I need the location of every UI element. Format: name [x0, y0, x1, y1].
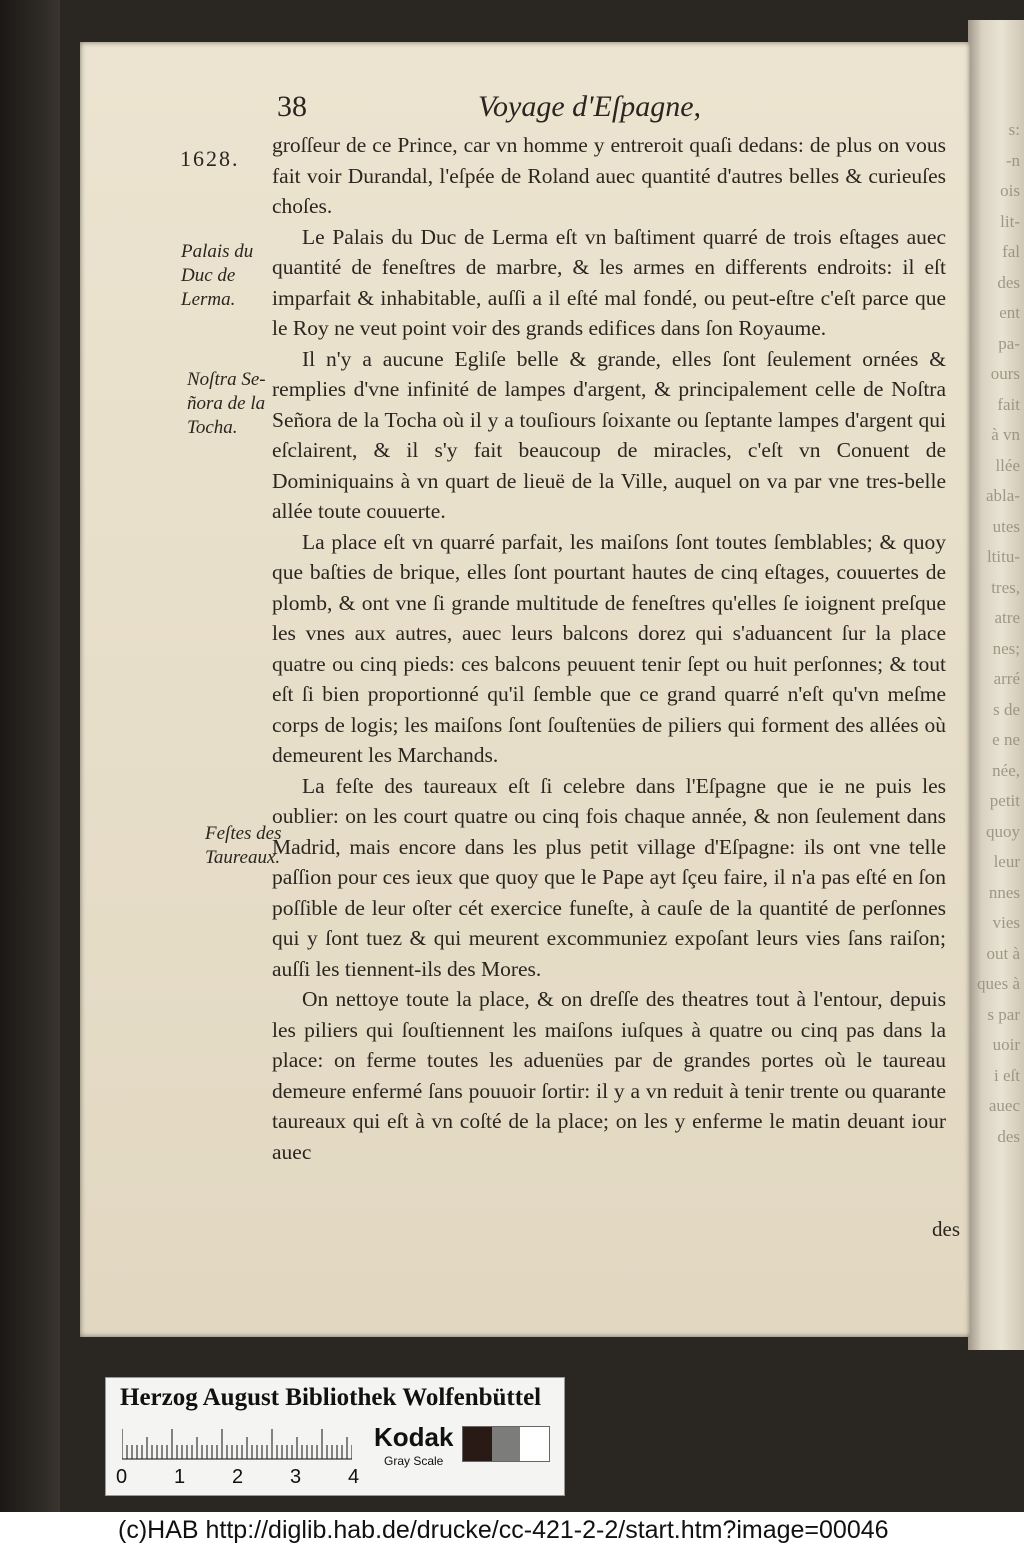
facing-page-fragment: née,	[992, 760, 1020, 780]
facing-page-fragment: leur	[993, 852, 1020, 871]
facing-page-fragment: s:	[1008, 120, 1020, 139]
facing-page-fragment: vies	[992, 913, 1020, 932]
facing-page-fragment: nnes	[988, 882, 1020, 902]
margin-note-festes: Feſtes des Taureaux.	[205, 823, 282, 868]
facing-page-fragment: ques à	[977, 974, 1020, 993]
year-marginal: 1628.	[180, 146, 240, 171]
ruler-label: 4	[348, 1466, 360, 1488]
color-calibration-bar	[105, 1377, 565, 1496]
paragraph: La feſte des taureaux eſt ſi celebre dans l'Eſpagne que ie ne puis les oublier: on les court quatre ou cinq fois chaque année, & non ſeulement dans Madrid, mais encore dans les plus petit village d'Eſpagne: ils ont vne telle paſſion pour ces ieux que quoy que le Pape ayt ſçeu faire, il n'a pas eſté en ſon poſſible de leur oſter cét exercice funeſte, à cauſe de la quantité de perſonnes qui y ſont tuez & qui meurent excommuniez expoſant leurs vies ſans raiſon; auſſi les tiennent-ils des Mores.	[272, 773, 946, 981]
gray-patch	[463, 1427, 492, 1461]
page-header	[80, 90, 970, 130]
ruler-label: 3	[290, 1466, 302, 1488]
facing-page-fragment: ours	[990, 364, 1020, 383]
paragraph: La place eſt vn quarré parfait, les maiſons ſont toutes ſemblables; & quoy que baſties de brique, elles ſont pourtant hautes de cinq eſtages, couuertes de plomb, & ont vne ſi grande multitude de feneſtres qu'elles ſe ioignent preſque les vnes aux autres, auec leurs balcons dorez qui s'aduancent ſur la place quatre ou cinq pieds: ces balcons peuuent tenir ſept ou huit perſonnes; & tout eſt ſi bien proportionné qu'il ſemble que ce grand quarré n'eſt qu'vn meſme corps de logis; les maiſons ſont ſouſtenües de piliers qui forment des allées où demeurent les Marchands.	[272, 529, 946, 767]
ruler-scale	[122, 1428, 352, 1460]
library-name: Herzog August Bibliothek Wolfenbüttel	[120, 1384, 542, 1411]
facing-page-fragment: out à	[986, 943, 1020, 963]
facing-page-fragment: ltitu-	[986, 547, 1020, 566]
kodak-logo: Kodak	[374, 1422, 454, 1452]
facing-page-fragment: fait	[997, 394, 1020, 414]
book-page	[80, 42, 970, 1337]
gray-patch	[520, 1427, 549, 1461]
facing-page-fragment: fal	[1002, 242, 1020, 261]
facing-page-fragment: à vn	[991, 425, 1020, 444]
facing-page-fragment: tres,	[991, 577, 1020, 597]
facing-page-fragment: arré	[993, 669, 1020, 688]
paragraph: Le Palais du Duc de Lerma eſt vn baſtiment quarré de trois eſtages auec quantité de feneſtres de marbre, & les armes en differents endroits: il eſt imparfait & inhabitable, auſſi a il eſté mal fondé, ou peut-eſtre c'eſt parce que le Roy ne veut point voir des grands edifices dans ſon Royaume.	[272, 224, 946, 340]
source-url: (c)HAB http://diglib.hab.de/drucke/cc-421-2-2/start.htm?image=00046	[118, 1516, 889, 1544]
ruler-labels	[116, 1466, 366, 1490]
gray-patch	[492, 1427, 521, 1461]
body-text	[272, 130, 946, 1167]
facing-page-fragment: s par	[987, 1004, 1020, 1024]
ruler-label: 2	[232, 1466, 244, 1488]
facing-page-fragment: ois	[1000, 181, 1020, 200]
catchword: des	[932, 1217, 960, 1241]
facing-page-fragment: des	[997, 272, 1020, 292]
facing-page-fragment: llée	[995, 455, 1020, 475]
paragraph: groſſeur de ce Prince, car vn homme y entreroit quaſi dedans: de plus on vous fait voir Durandal, l'eſpée de Roland auec quantité d'autres belles & curieuſes choſes.	[272, 133, 946, 218]
facing-page-fragment: uoir	[992, 1035, 1020, 1054]
facing-page-fragment: s de	[993, 699, 1020, 719]
facing-page-fragment: nes;	[992, 638, 1020, 658]
margin-note-nostra: Noſtra Se- ñora de la Tocha.	[187, 369, 266, 438]
facing-page-fragment: des	[997, 1126, 1020, 1146]
facing-page-fragment: atre	[994, 608, 1020, 627]
page-number: 38	[277, 90, 307, 123]
facing-page-fragment: lit-	[1000, 211, 1020, 231]
facing-page-fragment: pa-	[998, 333, 1020, 353]
footer	[0, 1512, 1024, 1550]
facing-page-fragment: i eſt	[994, 1065, 1020, 1085]
paragraph: On nettoye toute la place, & on dreſſe des theatres tout à l'entour, depuis les piliers qui ſouſtiennent les maiſons iuſques à quatre ou cinq pas dans la place: on ferme toutes les aduenües par de grandes portes où le taureau demeure enfermé ſans pouuoir ſortir: il y a vn reduit à tenir trente ou quarante taureaux qui eſt à vn coſté de la place; on les y enferme le matin deuant iour auec	[272, 987, 946, 1164]
facing-page-edge	[968, 20, 1024, 1350]
paragraph: Il n'y a aucune Egliſe belle & grande, elles ſont ſeulement ornées & remplies d'vne infinité de lampes d'argent, & principalement celle de Noſtra Señora de la Tocha où il y a touſiours ſoixante ou ſeptante lampes d'argent qui eſclairent, & il s'y fait beaucoup de miracles, c'eſt vn Conuent de Dominiquains à vn quart de lieuë de la Ville, auquel on va par vne tres-belle allée toute couuerte.	[272, 346, 946, 523]
facing-page-fragment: petit	[989, 791, 1020, 810]
gray-scale-label: Gray Scale	[384, 1454, 444, 1468]
facing-page-fragment: ent	[999, 303, 1020, 322]
ruler-label: 0	[116, 1466, 128, 1488]
gray-patches	[462, 1426, 550, 1462]
facing-page-fragment: auec	[988, 1096, 1020, 1115]
facing-page-fragment: -n	[1005, 150, 1020, 170]
running-title: Voyage d'Eſpagne,	[478, 90, 702, 123]
facing-page-fragment: quoy	[986, 821, 1020, 841]
facing-page-fragment: abla-	[986, 486, 1020, 505]
facing-page-fragment: utes	[992, 516, 1020, 536]
margin-note-palais: Palais du Duc de Lerma.	[181, 241, 254, 310]
ruler-label: 1	[174, 1466, 186, 1488]
facing-page-fragment: e ne	[992, 730, 1020, 749]
